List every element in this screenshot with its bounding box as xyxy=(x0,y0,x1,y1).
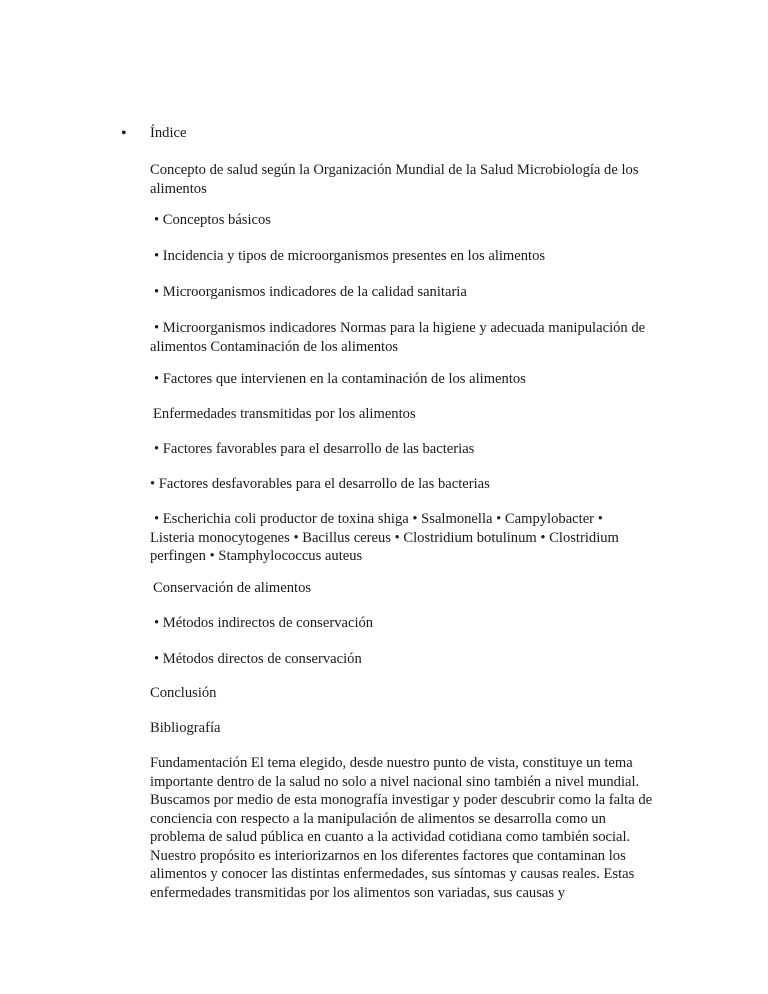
fundamentacion-paragraph: Fundamentación El tema elegido, desde nuestro punto de vista, constituye un tema importante dentro de la salud no solo a nivel nacional sino también a nivel mundial. Buscamos por medio de esta monografía investigar y poder descubrir como la falta de conciencia con respecto a la manipulación de alimentos se desarrolla como un problema de salud pública en cuanto a la actividad cotidiana como también social. Nuestro propósito es interiorizarnos en los diferentes factores que contaminan los alimentos y conocer las distintas enfermedades, sus síntomas y causas reales. Estas enfermedades transmitidas por los alimentos son variadas, sus causas y xyxy=(150,755,653,901)
index-heading: Índice xyxy=(150,125,187,141)
index-item-normas-higiene: • Microorganismos indicadores Normas para la higiene y adecuada manipulación de alimentos Contaminación de los alimentos xyxy=(150,320,646,355)
index-item-factores-desfavorables: • Factores desfavorables para el desarrollo de las bacterias xyxy=(150,476,490,492)
index-item-concepto-salud: Concepto de salud según la Organización Mundial de la Salud Microbiología de los alimentos xyxy=(150,162,639,197)
index-item-incidencia: • Incidencia y tipos de microorganismos presentes en los alimentos xyxy=(154,248,546,264)
index-item-conservacion: Conservación de alimentos xyxy=(153,580,312,596)
list-bullet: • xyxy=(121,125,127,142)
index-item-bacterias-lista: • Escherichia coli productor de toxina shiga • Ssalmonella • Campylobacter • Listeria monocytogenes • Bacillus cereus • Clostridium botulinum • Clostridium perfingen • Stamphylococcus auteus xyxy=(150,511,619,564)
index-item-factores-contaminacion: • Factores que intervienen en la contaminación de los alimentos xyxy=(154,371,526,387)
index-item-conceptos-basicos: • Conceptos básicos xyxy=(154,212,271,228)
index-item-conclusion: Conclusión xyxy=(150,685,217,701)
index-item-factores-favorables: • Factores favorables para el desarrollo de las bacterias xyxy=(154,441,475,457)
index-item-enfermedades: Enfermedades transmitidas por los alimentos xyxy=(153,406,416,422)
index-item-indicadores-calidad: • Microorganismos indicadores de la calidad sanitaria xyxy=(154,284,467,300)
index-item-bibliografia: Bibliografía xyxy=(150,720,221,736)
index-item-metodos-indirectos: • Métodos indirectos de conservación xyxy=(154,615,374,631)
index-item-metodos-directos: • Métodos directos de conservación xyxy=(154,651,362,667)
